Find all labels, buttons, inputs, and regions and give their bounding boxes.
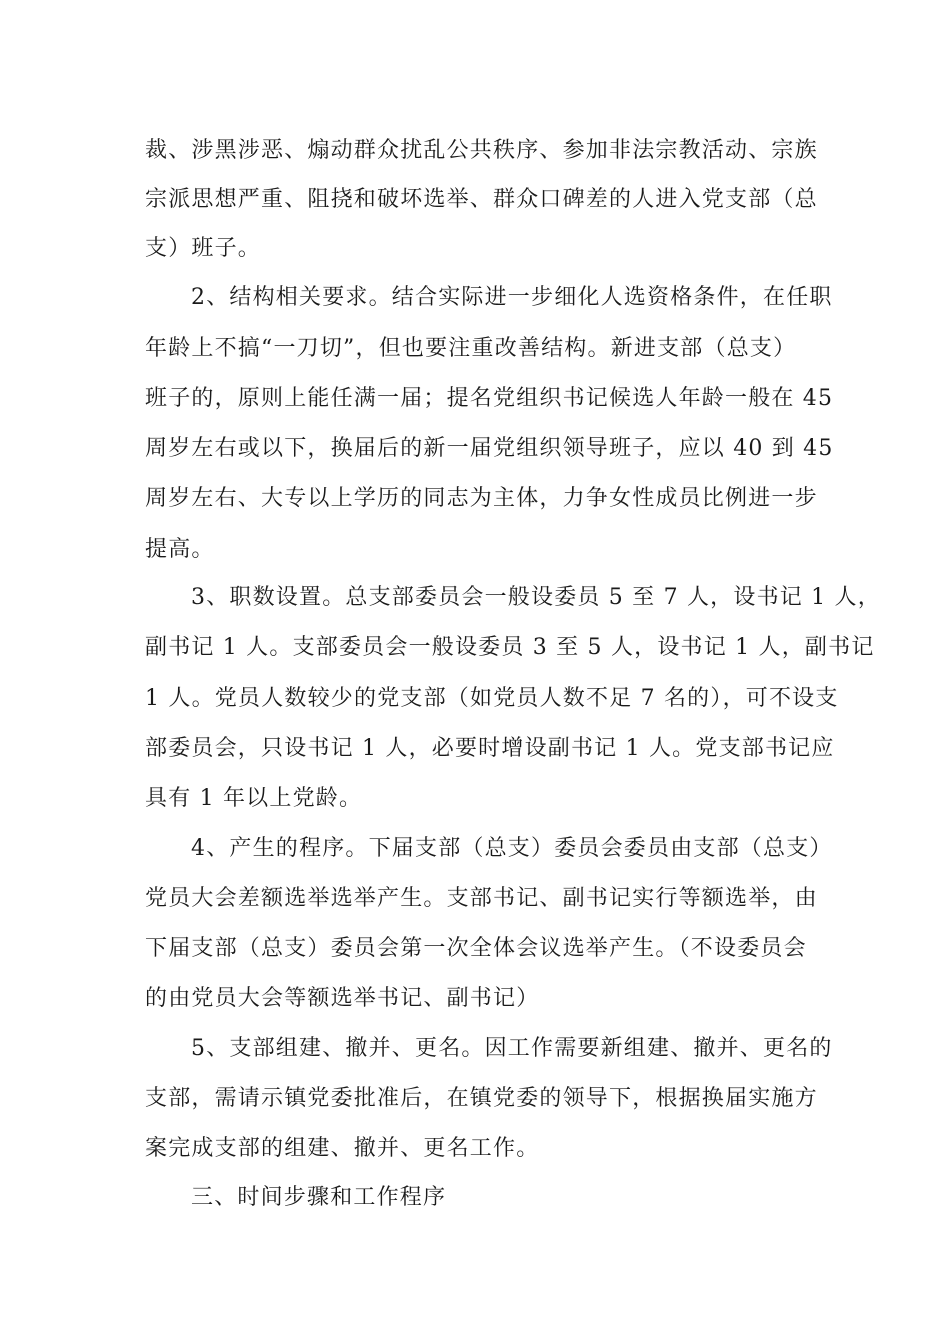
text-line: 党员大会差额选举选举产生。支部书记、副书记实行等额选举，由 — [145, 886, 818, 911]
paragraph-start-line: 2、结构相关要求。结合实际进一步细化人选资格条件，在任职 — [191, 285, 833, 310]
text-line: 周岁左右、大专以上学历的同志为主体，力争女性成员比例进一步 — [145, 486, 818, 511]
paragraph-start-line: 3、职数设置。总支部委员会一般设委员 5 至 7 人，设书记 1 人， — [191, 585, 881, 610]
text-line: 副书记 1 人。支部委员会一般设委员 3 至 5 人，设书记 1 人，副书记 — [145, 635, 875, 660]
text-line: 案完成支部的组建、撤并、更名工作。 — [145, 1136, 540, 1161]
text-line: 支）班子。 — [145, 236, 262, 261]
text-line: 部委员会，只设书记 1 人，必要时增设副书记 1 人。党支部书记应 — [145, 736, 835, 761]
text-line: 具有 1 年以上党龄。 — [145, 786, 363, 811]
text-line: 1 人。党员人数较少的党支部（如党员人数不足 7 名的），可不设支 — [145, 686, 839, 711]
section-heading: 三、时间步骤和工作程序 — [191, 1185, 447, 1210]
paragraph-start-line: 5、支部组建、撤并、更名。因工作需要新组建、撤并、更名的 — [191, 1036, 833, 1061]
text-line: 下届支部（总支）委员会第一次全体会议选举产生。（不设委员会 — [145, 936, 807, 961]
text-line: 的由党员大会等额选举书记、副书记） — [145, 986, 540, 1011]
text-line: 班子的，原则上能任满一届；提名党组织书记候选人年龄一般在 45 — [145, 386, 834, 411]
text-line: 裁、涉黑涉恶、煽动群众扰乱公共秩序、参加非法宗教活动、宗族 — [145, 138, 818, 163]
text-line: 提高。 — [145, 537, 215, 562]
paragraph-start-line: 4、产生的程序。下届支部（总支）委员会委员由支部（总支） — [191, 836, 833, 861]
text-line: 支部，需请示镇党委批准后，在镇党委的领导下，根据换届实施方 — [145, 1086, 818, 1111]
text-line: 宗派思想严重、阻挠和破坏选举、群众口碑差的人进入党支部（总 — [145, 187, 818, 212]
text-line: 周岁左右或以下，换届后的新一届党组织领导班子，应以 40 到 45 — [145, 436, 834, 461]
text-line: 年龄上不搞“一刀切”，但也要注重改善结构。新进支部（总支） — [145, 336, 797, 361]
